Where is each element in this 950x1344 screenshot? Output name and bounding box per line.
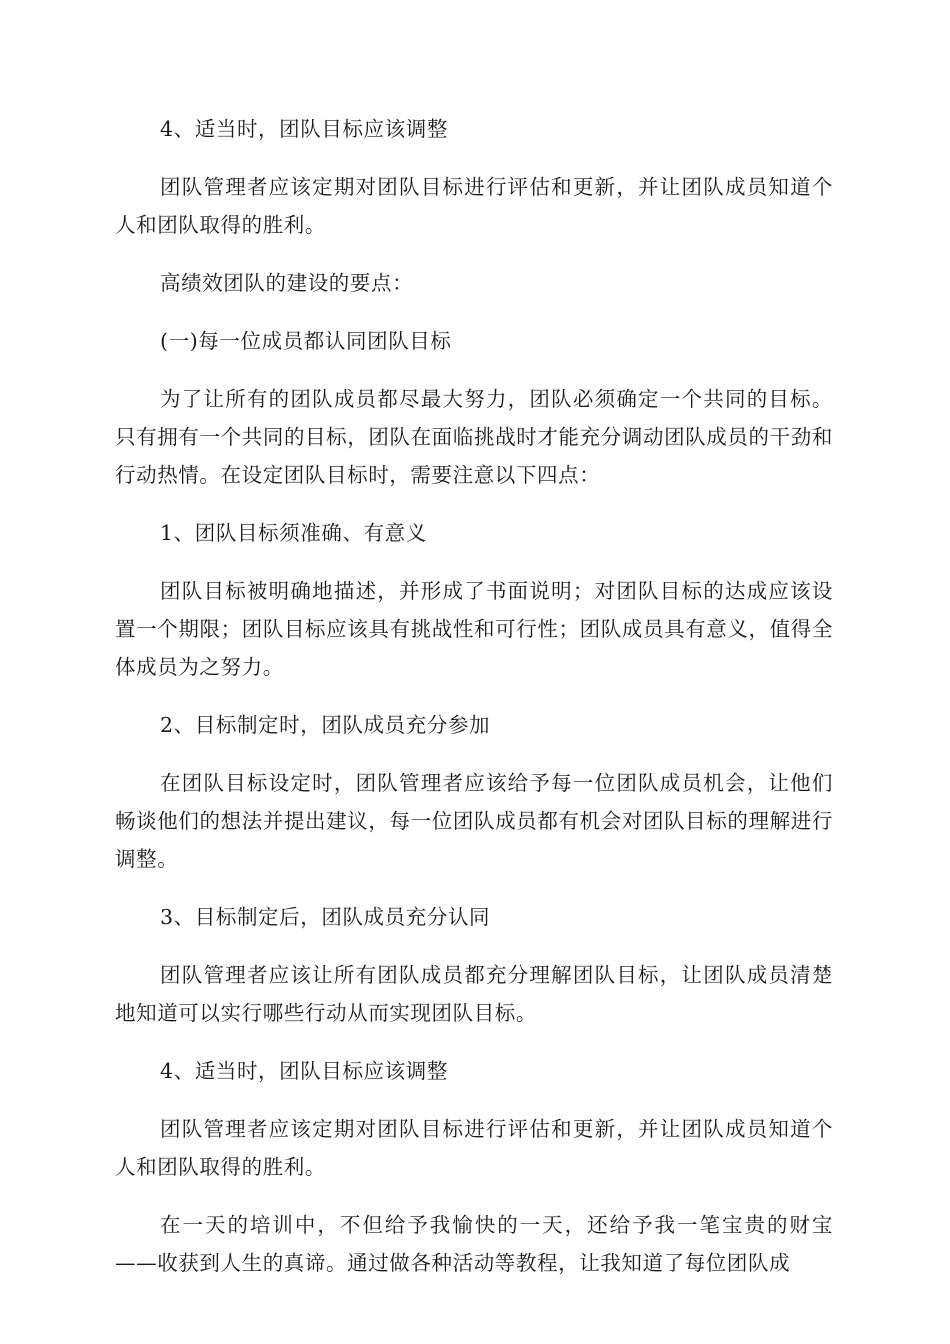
paragraph: 团队管理者应该定期对团队目标进行评估和更新，并让团队成员知道个人和团队取得的胜利。 — [115, 175, 833, 237]
paragraph: 团队目标被明确地描述，并形成了书面说明；对团队目标的达成应该设置一个期限；团队目标应该具有挑战性和可行性；团队成员具有意义，值得全体成员为之努力。 — [115, 579, 833, 679]
heading-item-4: 4、适当时，团队目标应该调整 — [160, 1059, 448, 1083]
heading-item-2: 2、目标制定时，团队成员充分参加 — [160, 713, 491, 737]
heading-adjust-goals: 4、适当时，团队目标应该调整 — [160, 117, 448, 141]
paragraph: 在一天的培训中，不但给予我愉快的一天，还给予我一笔宝贵的财宝——收获到人生的真谛。通过做各种活动等教程，让我知道了每位团队成 — [115, 1213, 833, 1275]
paragraph: 团队管理者应该让所有团队成员都充分理解团队目标，让团队成员清楚地知道可以实行哪些行动从而实现团队目标。 — [115, 963, 833, 1025]
paragraph: 团队管理者应该定期对团队目标进行评估和更新，并让团队成员知道个人和团队取得的胜利。 — [115, 1117, 833, 1179]
heading-item-3: 3、目标制定后，团队成员充分认同 — [160, 905, 491, 929]
paragraph: 为了让所有的团队成员都尽最大努力，团队必须确定一个共同的目标。只有拥有一个共同的目标，团队在面临挑战时才能充分调动团队成员的干劲和行动热情。在设定团队目标时，需要注意以下四点： — [115, 387, 833, 487]
document-body — [115, 110, 833, 1302]
heading-section-1: (一)每一位成员都认同团队目标 — [160, 329, 452, 353]
heading-item-1: 1、团队目标须准确、有意义 — [160, 521, 427, 545]
heading-key-points: 高绩效团队的建设的要点： — [160, 271, 414, 295]
paragraph: 在团队目标设定时，团队管理者应该给予每一位团队成员机会，让他们畅谈他们的想法并提出建议，每一位团队成员都有机会对团队目标的理解进行调整。 — [115, 771, 833, 871]
